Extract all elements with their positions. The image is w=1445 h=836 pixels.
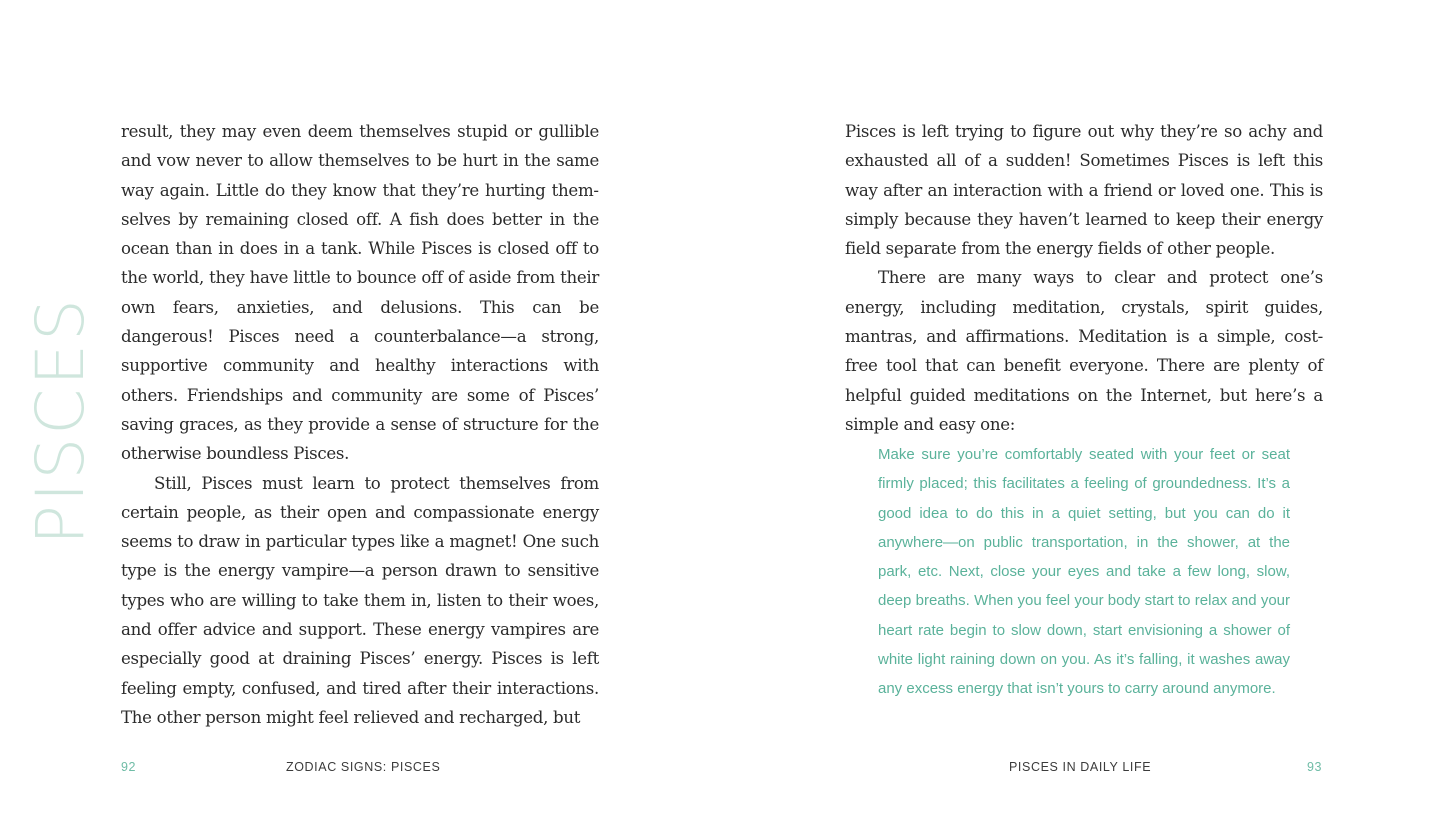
left-running-head: ZODIAC SIGNS: PISCES (286, 760, 441, 774)
left-page (0, 0, 722, 836)
chapter-side-label-text: PISCES (21, 295, 99, 545)
right-paragraph-1: Pisces is left trying to figure out why they’re so achy and exhausted all of a sudden! Sometimes Pisces is left this way after an interaction with a friend or loved one. This is simply because they haven’t learned to keep their energy field separate from the energy fields of other people. (845, 122, 1323, 259)
right-running-head: PISCES IN DAILY LIFE (1009, 760, 1152, 774)
left-body-text (121, 117, 599, 732)
meditation-quote: Make sure you’re comfortably seated with your feet or seat firmly placed; this facilitates a feeling of groundedness. It’s a good idea to do this in a quiet setting, but you can do it anywhere—on public transportation, in the shower, at the park, etc. Next, close your eyes and take a few long, slow, deep breaths. When you feel your body start to relax and your heart rate begin to slow down, start envisioning a shower of white light raining down on you. As it’s falling, it washes away any excess energy that isn’t yours to carry around anymore. (878, 446, 1290, 698)
right-body-text (845, 117, 1323, 439)
left-paragraph-1: result, they may even deem themselves stupid or gullible and vow never to allow themselves to be hurt in the same way again. Little do they know that they’re hurting themselves by remaining closed off. A fish does better in the ocean than in does in a tank. While Pisces is closed off to the world, they have little to bounce off of aside from their own fears, anxieties, and delusions. This can be dangerous! Pisces need a counterbalance—a strong, supportive community and healthy interactions with others. Friendships and community are some of Pisces’ saving graces, as they provide a sense of structure for the otherwise boundless Pisces. (121, 122, 599, 464)
chapter-side-label (21, 295, 99, 545)
left-paragraph-2: Still, Pisces must learn to protect themselves from certain people, as their open and compassionate energy seems to draw in particular types like a magnet! One such type is the energy vampire—a person drawn to sensitive types who are willing to take them in, listen to their woes, and offer advice and support. These energy vampires are especially good at draining Pisces’ energy. Pisces is left feeling empty, confused, and tired after their interactions. The other person might feel relieved and recharged, but (121, 473, 599, 727)
right-paragraph-2: There are many ways to clear and protect one’s energy, including meditation, crystals, spirit guides, mantras, and affirmations. Meditation is a simple, cost-free tool that can benefit everyone. There are plenty of helpful guided meditations on the Internet, but here’s a simple and easy one: (845, 268, 1323, 434)
left-page-number: 92 (121, 760, 137, 774)
right-page-number: 93 (1307, 760, 1323, 774)
right-page (722, 0, 1445, 836)
